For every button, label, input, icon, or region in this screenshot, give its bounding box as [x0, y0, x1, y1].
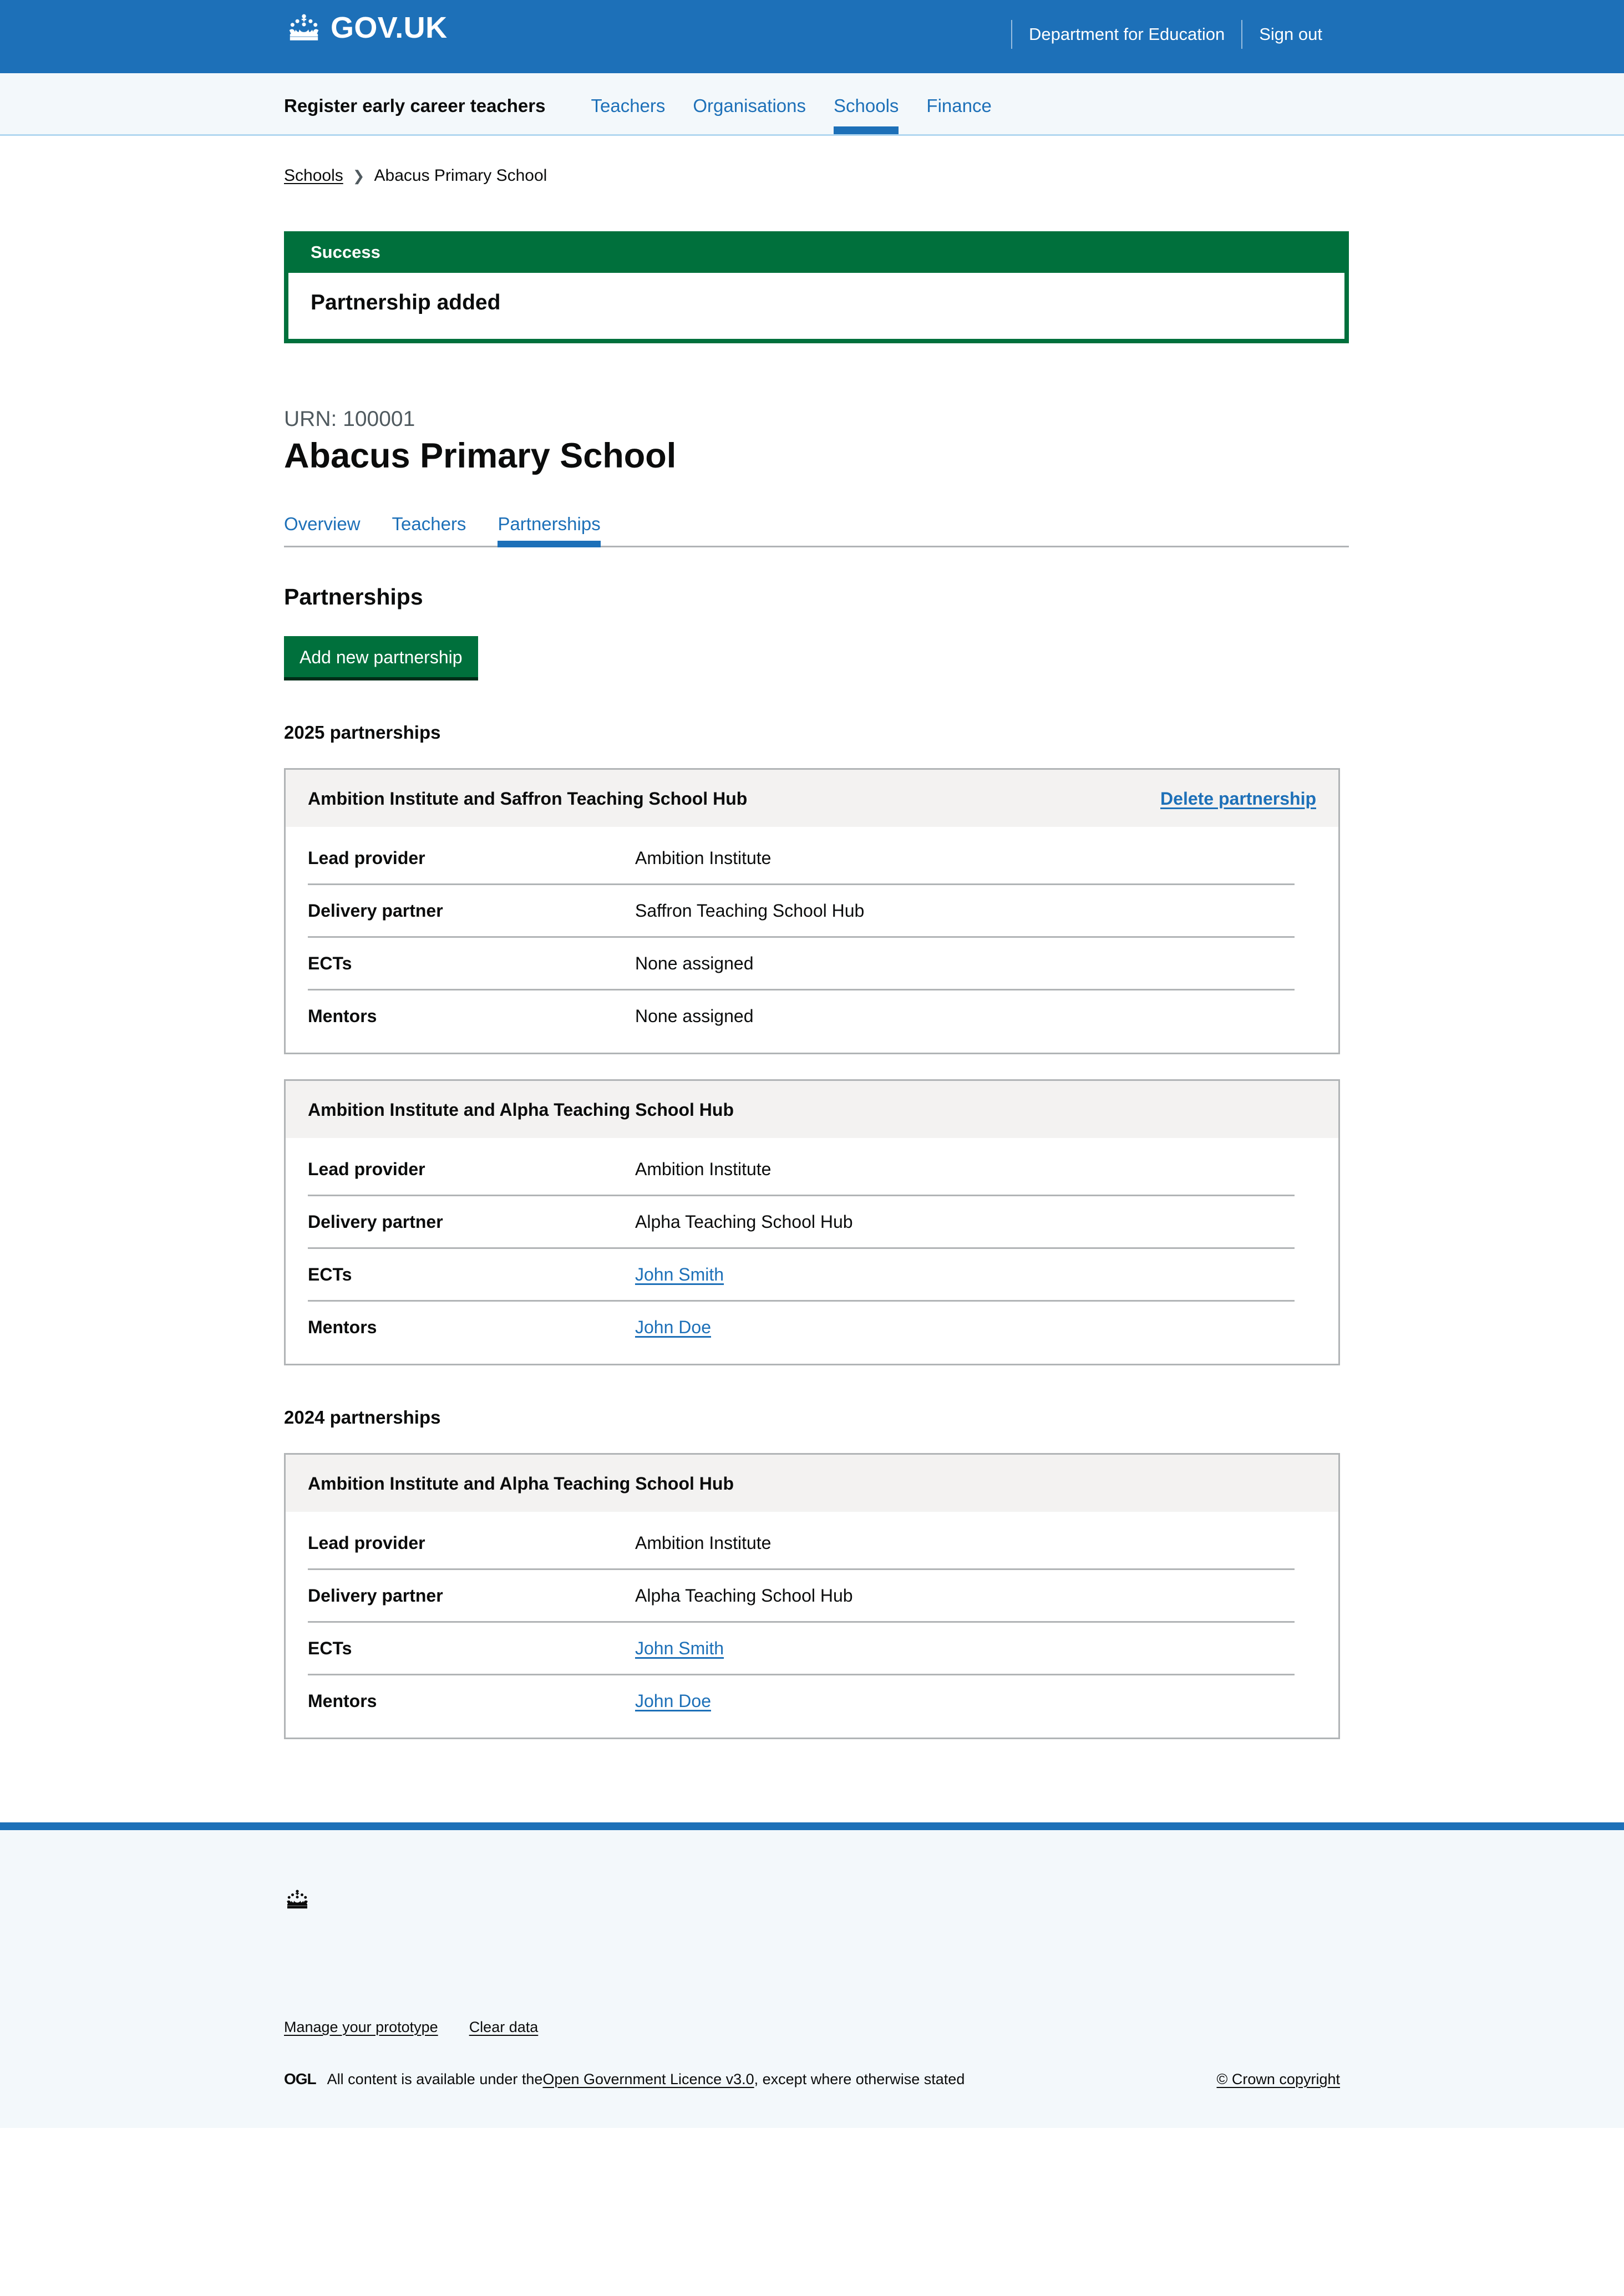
partnership-card-title: Ambition Institute and Saffron Teaching School Hub: [308, 788, 748, 809]
nav-item-teachers[interactable]: [577, 73, 679, 134]
tab-overview[interactable]: [284, 515, 361, 546]
tab-partnerships-link[interactable]: Partnerships: [498, 514, 601, 535]
partnership-card-body: [286, 1512, 1338, 1738]
breadcrumb-current: Abacus Primary School: [374, 166, 547, 185]
summary-value: Alpha Teaching School Hub: [635, 1212, 853, 1232]
header-inner: [280, 0, 1344, 73]
school-tabs: [284, 515, 1349, 547]
partnership-card-header: [286, 1455, 1338, 1512]
footer-licence: [284, 2069, 965, 2089]
department-link[interactable]: Department for Education: [1028, 24, 1225, 44]
mentor-link[interactable]: John Doe: [635, 1691, 711, 1711]
year-heading-2025: 2025 partnerships: [284, 722, 441, 743]
govuk-header: [0, 0, 1624, 73]
ogl-logo-icon: OGL: [284, 2070, 316, 2088]
govuk-logo-text: GOV.UK: [331, 11, 448, 44]
summary-row: [308, 938, 1295, 990]
ect-link[interactable]: John Smith: [635, 1264, 724, 1285]
chevron-right-icon: ❯: [352, 167, 365, 184]
footer-inner: [280, 1888, 1344, 2089]
tab-teachers[interactable]: [392, 515, 466, 546]
notification-banner-heading: Partnership added: [311, 290, 501, 314]
year-heading-2024: 2024 partnerships: [284, 1407, 441, 1428]
summary-key: Mentors: [308, 1317, 377, 1338]
notification-banner-body: [288, 273, 1344, 339]
summary-value: [635, 1316, 711, 1338]
summary-key: Mentors: [308, 1691, 377, 1711]
licence-suffix: , except where otherwise stated: [754, 2070, 965, 2087]
summary-value: [635, 1637, 724, 1659]
breadcrumb: [284, 136, 1340, 185]
main-content: [280, 136, 1344, 1822]
header-account-links: [1011, 20, 1339, 49]
delete-partnership-link[interactable]: Delete partnership: [1160, 788, 1316, 809]
summary-row: [308, 1623, 1295, 1675]
service-navigation: [0, 73, 1624, 136]
partnership-card-header: [286, 770, 1338, 827]
footer-prototype-links: [284, 2019, 1340, 2036]
licence-prefix: All content is available under the: [327, 2070, 543, 2087]
summary-row: [308, 1512, 1295, 1570]
footer-crown-icon: [284, 1888, 1340, 1913]
summary-value: [635, 1690, 711, 1712]
open-government-licence-link[interactable]: Open Government Licence v3.0: [542, 2070, 754, 2087]
notification-banner-title: Success: [311, 242, 380, 262]
nav-link-teachers[interactable]: Teachers: [591, 95, 666, 116]
nav-item-schools[interactable]: [820, 73, 912, 134]
summary-key: Lead provider: [308, 1159, 425, 1180]
summary-row: [308, 1675, 1295, 1738]
notification-banner-header: [288, 236, 1344, 273]
summary-value: Ambition Institute: [635, 1159, 772, 1180]
summary-row: [308, 1570, 1295, 1623]
service-nav-list: [577, 73, 1005, 134]
summary-key: ECTs: [308, 953, 352, 973]
manage-prototype-link[interactable]: Manage your prototype: [284, 2019, 438, 2036]
govuk-footer: [0, 1822, 1624, 2128]
partnership-card: [284, 1079, 1340, 1365]
mentor-link[interactable]: John Doe: [635, 1317, 711, 1338]
nav-link-organisations[interactable]: Organisations: [693, 95, 806, 116]
summary-row: [308, 827, 1295, 885]
summary-key: Delivery partner: [308, 900, 443, 921]
partnership-card-body: [286, 827, 1338, 1053]
tab-overview-link[interactable]: Overview: [284, 514, 361, 535]
nav-link-finance[interactable]: Finance: [926, 95, 992, 116]
summary-row: [308, 1196, 1295, 1249]
summary-key: Lead provider: [308, 847, 425, 868]
bottom-spacer: [284, 1739, 1340, 1822]
service-name-link[interactable]: Register early career teachers: [284, 95, 546, 116]
summary-key: Delivery partner: [308, 1586, 443, 1606]
footer-meta: [284, 2069, 1340, 2089]
page-title: Abacus Primary School: [284, 436, 677, 475]
service-nav-inner: [280, 73, 1344, 134]
ect-link[interactable]: John Smith: [635, 1638, 724, 1659]
summary-value: Ambition Institute: [635, 1533, 772, 1553]
summary-row: [308, 885, 1295, 938]
summary-value: Saffron Teaching School Hub: [635, 900, 865, 921]
add-new-partnership-button[interactable]: Add new partnership: [284, 636, 478, 680]
summary-value: Alpha Teaching School Hub: [635, 1586, 853, 1606]
summary-key: Delivery partner: [308, 1212, 443, 1232]
summary-key: ECTs: [308, 1638, 352, 1659]
partnership-card-header: [286, 1081, 1338, 1138]
summary-row: [308, 990, 1295, 1053]
crown-icon: [284, 12, 324, 43]
partnership-card: [284, 1453, 1340, 1739]
partnership-card-body: [286, 1138, 1338, 1364]
partnership-card-title: Ambition Institute and Alpha Teaching School Hub: [308, 1099, 734, 1120]
success-notification-banner: [284, 231, 1349, 343]
summary-key: Mentors: [308, 1005, 377, 1026]
clear-data-link[interactable]: Clear data: [469, 2019, 539, 2036]
nav-item-organisations[interactable]: [679, 73, 820, 134]
tab-partnerships[interactable]: [498, 515, 600, 546]
page-caption: URN: 100001: [284, 407, 415, 431]
summary-key: ECTs: [308, 1264, 352, 1285]
summary-value: Ambition Institute: [635, 847, 772, 868]
nav-link-schools[interactable]: Schools: [834, 95, 899, 116]
summary-value: None assigned: [635, 1005, 754, 1026]
tab-teachers-link[interactable]: Teachers: [392, 514, 466, 535]
breadcrumb-link-schools[interactable]: Schools: [284, 166, 343, 185]
partnership-card-title: Ambition Institute and Alpha Teaching School Hub: [308, 1473, 734, 1494]
crown-copyright-link[interactable]: © Crown copyright: [1216, 2070, 1340, 2087]
summary-value: [635, 1263, 724, 1286]
summary-value: None assigned: [635, 953, 754, 973]
partnership-card: [284, 768, 1340, 1054]
sign-out-link[interactable]: Sign out: [1259, 24, 1322, 44]
govuk-logo-link[interactable]: [284, 12, 447, 43]
summary-row: [308, 1138, 1295, 1196]
summary-row: [308, 1302, 1295, 1364]
summary-key: Lead provider: [308, 1533, 425, 1553]
section-title: Partnerships: [284, 584, 423, 610]
nav-item-finance[interactable]: [912, 73, 1005, 134]
summary-row: [308, 1249, 1295, 1302]
